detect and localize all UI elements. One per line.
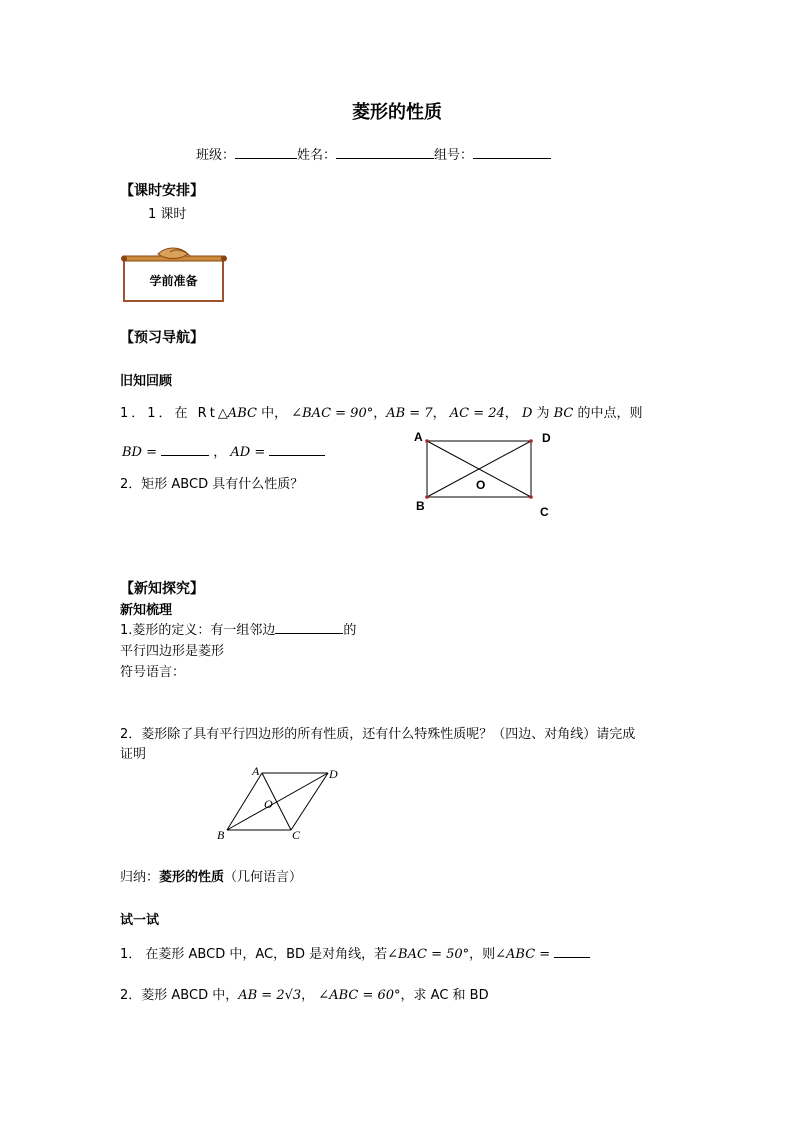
rhombus-label-a: A — [252, 764, 260, 778]
summary-line: 归纳：菱形的性质（几何语言） — [120, 870, 303, 885]
name-blank — [336, 144, 434, 159]
group-label: 组号： — [434, 148, 474, 163]
schedule-value: 1 课时 — [148, 207, 187, 222]
practice-q1-blank — [554, 943, 590, 958]
review-question-1-answers: BD = ， AD = — [122, 441, 325, 460]
definition-line-1: 1.菱形的定义：有一组邻边 的 — [120, 619, 356, 638]
name-label: 姓名： — [297, 148, 337, 163]
preview-heading: 【预习导航】 — [120, 330, 204, 346]
rectangle-figure — [410, 426, 560, 521]
explore-heading: 【新知探究】 — [120, 581, 204, 597]
explore-question-2-line-2: 证明 — [120, 747, 147, 762]
rhombus-cd — [291, 773, 328, 830]
rect-label-d: D — [542, 431, 551, 445]
schedule-heading: 【课时安排】 — [120, 183, 204, 199]
practice-heading: 试一试 — [120, 913, 160, 928]
rhombus-diagonal-bd — [227, 773, 328, 830]
practice-question-1: 1． 在菱形 ABCD 中，AC，BD 是对角线，若∠BAC = 50°，则∠ABC = — [120, 943, 590, 962]
review-question-2: 2．矩形 ABCD 具有什么性质？ — [120, 477, 304, 492]
review-title: 旧知回顾 — [120, 374, 173, 389]
class-blank — [235, 144, 297, 159]
rhombus-label-o: O — [264, 797, 273, 811]
rhombus-label-b: B — [217, 828, 225, 842]
banner-scroll-icon — [118, 248, 230, 270]
definition-line-2: 平行四边形是菱形 — [120, 644, 225, 659]
rect-label-o: O — [476, 478, 486, 492]
rhombus-label-c: C — [292, 828, 301, 842]
banner-label: 学前准备 — [149, 274, 198, 288]
rect-label-b: B — [416, 499, 425, 513]
explore-question-2-line-1: 2．菱形除了具有平行四边形的所有性质，还有什么特殊性质呢？（四边、对角线）请完成 — [120, 727, 636, 742]
rect-label-c: C — [540, 505, 549, 519]
definition-blank — [275, 619, 343, 634]
rect-label-a: A — [414, 430, 423, 444]
rhombus-figure — [212, 762, 352, 844]
bd-blank — [161, 441, 209, 456]
ad-blank — [269, 441, 325, 456]
rhombus-ab — [227, 773, 262, 830]
practice-question-2: 2．菱形 ABCD 中，AB = 2√3， ∠ABC = 60°，求 AC 和 BD — [120, 988, 489, 1003]
student-info-line — [196, 144, 551, 163]
rhombus-label-d: D — [329, 767, 338, 781]
symbol-language: 符号语言： — [120, 665, 186, 680]
review-question-1: 1．1．在 Rt△ABC 中， ∠BAC = 90°，AB = 7， AC = 24， D 为 BC 的中点，则 — [120, 406, 643, 421]
class-label: 班级： — [196, 148, 236, 163]
group-blank — [473, 144, 551, 159]
page-title: 菱形的性质 — [352, 102, 442, 123]
explore-subheading: 新知梳理 — [120, 603, 173, 618]
